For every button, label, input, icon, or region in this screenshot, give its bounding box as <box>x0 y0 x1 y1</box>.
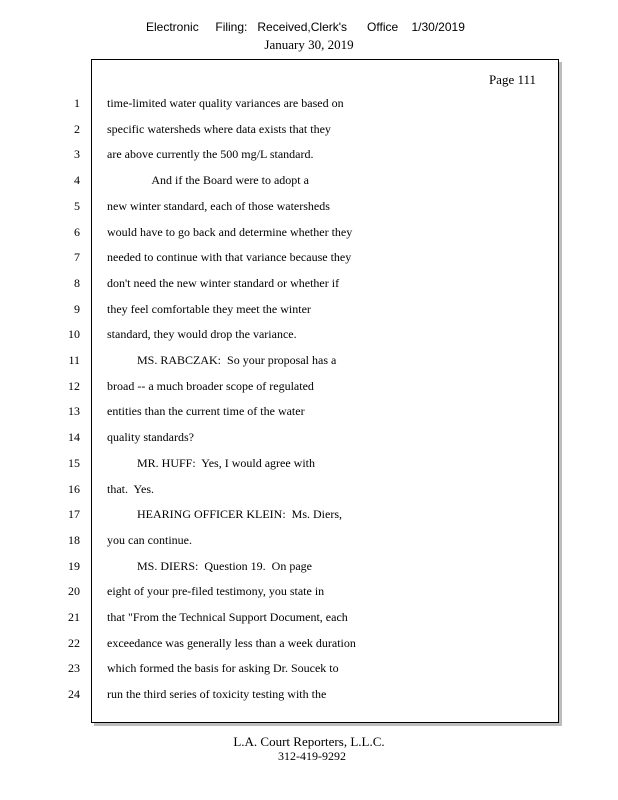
line-number: 13 <box>68 404 80 418</box>
line-number: 19 <box>68 559 80 573</box>
line-number: 3 <box>74 147 80 161</box>
line-text: standard, they would drop the variance. <box>107 327 297 341</box>
line-text: needed to continue with that variance because they <box>107 250 352 264</box>
line-text: are above currently the 500 mg/L standard. <box>107 147 314 161</box>
line-text: don't need the new winter standard or whether if <box>107 276 340 290</box>
line-number: 24 <box>68 687 80 701</box>
filing-date: January 30, 2019 <box>264 37 354 52</box>
line-text: entities than the current time of the water <box>107 404 305 418</box>
line-text: time-limited water quality variances are based on <box>107 96 344 110</box>
line-number: 8 <box>74 276 80 290</box>
line-text: MR. HUFF: Yes, I would agree with <box>107 456 316 470</box>
line-number: 20 <box>68 584 80 598</box>
line-number: 7 <box>74 250 80 264</box>
line-number: 15 <box>68 456 80 470</box>
page-number: Page 111 <box>488 72 536 87</box>
line-number: 12 <box>68 379 80 393</box>
line-text: they feel comfortable they meet the winter <box>107 302 311 316</box>
line-number: 2 <box>74 122 80 136</box>
line-text: you can continue. <box>107 533 192 547</box>
line-number: 16 <box>68 482 80 496</box>
line-text: specific watersheds where data exists that they <box>107 122 331 136</box>
line-text: run the third series of toxicity testing with the <box>107 687 327 701</box>
filing-stamp: Electronic Filing: Received,Clerk's Office 1/30/2019 <box>146 20 465 34</box>
line-text: quality standards? <box>107 430 194 444</box>
court-reporter-phone: 312-419-9292 <box>278 749 346 763</box>
line-number: 23 <box>68 661 80 675</box>
line-text: would have to go back and determine whether they <box>107 225 353 239</box>
line-number: 21 <box>68 610 80 624</box>
line-number: 11 <box>68 353 80 367</box>
line-number: 17 <box>68 507 80 521</box>
line-text: broad -- a much broader scope of regulated <box>107 379 314 393</box>
line-text: new winter standard, each of those watersheds <box>107 199 330 213</box>
court-reporter-name: L.A. Court Reporters, L.L.C. <box>233 734 385 749</box>
line-text: exceedance was generally less than a week duration <box>107 636 356 650</box>
line-text: that. Yes. <box>107 482 155 496</box>
line-text: MS. DIERS: Question 19. On page <box>107 559 312 573</box>
line-number: 22 <box>68 636 80 650</box>
line-number: 6 <box>74 225 80 239</box>
line-text: HEARING OFFICER KLEIN: Ms. Diers, <box>107 507 342 521</box>
line-number: 4 <box>74 173 80 187</box>
line-number: 9 <box>74 302 80 316</box>
line-text: that "From the Technical Support Document, each <box>107 610 348 624</box>
line-text: MS. RABCZAK: So your proposal has a <box>107 353 337 367</box>
line-text: And if the Board were to adopt a <box>107 173 309 187</box>
line-number: 10 <box>68 327 80 341</box>
line-number: 18 <box>68 533 80 547</box>
line-number: 14 <box>68 430 80 444</box>
line-number: 5 <box>74 199 80 213</box>
line-text: which formed the basis for asking Dr. Soucek to <box>107 661 339 675</box>
line-text: eight of your pre-filed testimony, you state in <box>107 584 325 598</box>
line-number: 1 <box>74 96 80 110</box>
